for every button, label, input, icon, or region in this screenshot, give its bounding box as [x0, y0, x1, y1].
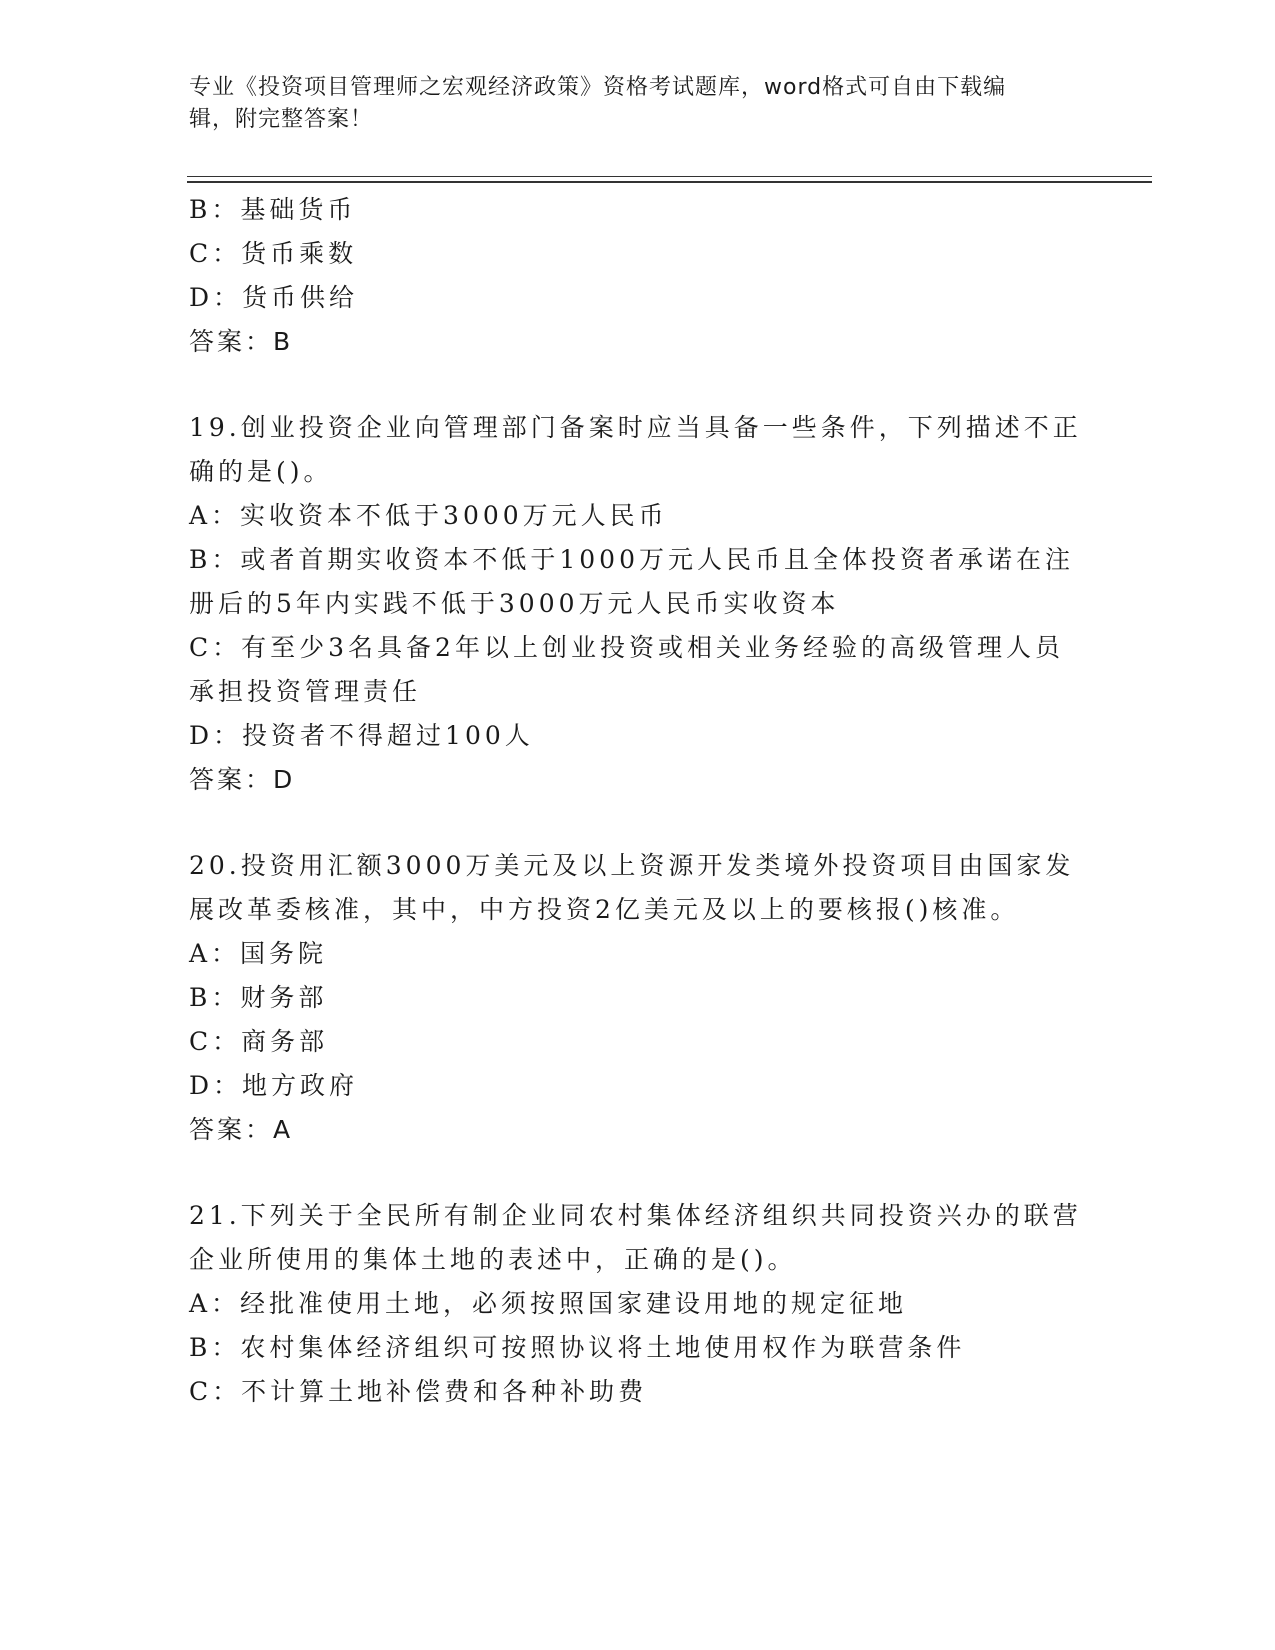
q18-answer: 答案：B — [189, 327, 294, 356]
q21-stem-line-1: 21.下列关于全民所有制企业同农村集体经济组织共同投资兴办的联营 — [189, 1201, 1082, 1230]
q21-option-c: C：不计算土地补偿费和各种补助费 — [189, 1377, 648, 1406]
q21-option-a: A：经批准使用土地，必须按照国家建设用地的规定征地 — [189, 1289, 908, 1318]
q18-option-b: B：基础货币 — [189, 195, 357, 224]
q21-option-b: B：农村集体经济组织可按照协议将土地使用权作为联营条件 — [189, 1333, 966, 1362]
q19-option-b-line-1: B：或者首期实收资本不低于1000万元人民币且全体投资者承诺在注 — [189, 545, 1074, 574]
document-header — [189, 72, 1069, 136]
q21-stem-line-2: 企业所使用的集体土地的表述中，正确的是()。 — [189, 1245, 797, 1274]
q19-option-c-line-1: C：有至少3名具备2年以上创业投资或相关业务经验的高级管理人员 — [189, 633, 1064, 662]
q20-option-b: B：财务部 — [189, 983, 328, 1012]
header-line-2: 辑，附完整答案！ — [189, 107, 374, 132]
q20-option-d: D：地方政府 — [189, 1071, 359, 1100]
q18-option-d: D：货币供给 — [189, 283, 359, 312]
q19-option-d: D：投资者不得超过100人 — [189, 721, 534, 750]
q19-option-a: A：实收资本不低于3000万元人民币 — [189, 501, 668, 530]
q19-option-b-line-2: 册后的5年内实践不低于3000万元人民币实收资本 — [189, 589, 840, 618]
q20-answer: 答案：A — [189, 1115, 294, 1144]
header-line-1: 专业《投资项目管理师之宏观经济政策》资格考试题库，word格式可自由下载编 — [189, 75, 1007, 100]
header-rule-thin — [187, 176, 1152, 177]
q19-answer: 答案：D — [189, 765, 296, 794]
q19-stem-line-2: 确的是()。 — [189, 457, 333, 486]
q20-option-a: A：国务院 — [189, 939, 328, 968]
q19-option-c-line-2: 承担投资管理责任 — [189, 677, 422, 706]
q20-option-c: C：商务部 — [189, 1027, 329, 1056]
header-rule-thick — [187, 181, 1152, 183]
q18-option-c: C：货币乘数 — [189, 239, 358, 268]
q20-stem-line-2: 展改革委核准，其中，中方投资2亿美元及以上的要核报()核准。 — [189, 895, 1020, 924]
q19-stem-line-1: 19.创业投资企业向管理部门备案时应当具备一些条件，下列描述不正 — [189, 413, 1082, 442]
q20-stem-line-1: 20.投资用汇额3000万美元及以上资源开发类境外投资项目由国家发 — [189, 851, 1075, 880]
